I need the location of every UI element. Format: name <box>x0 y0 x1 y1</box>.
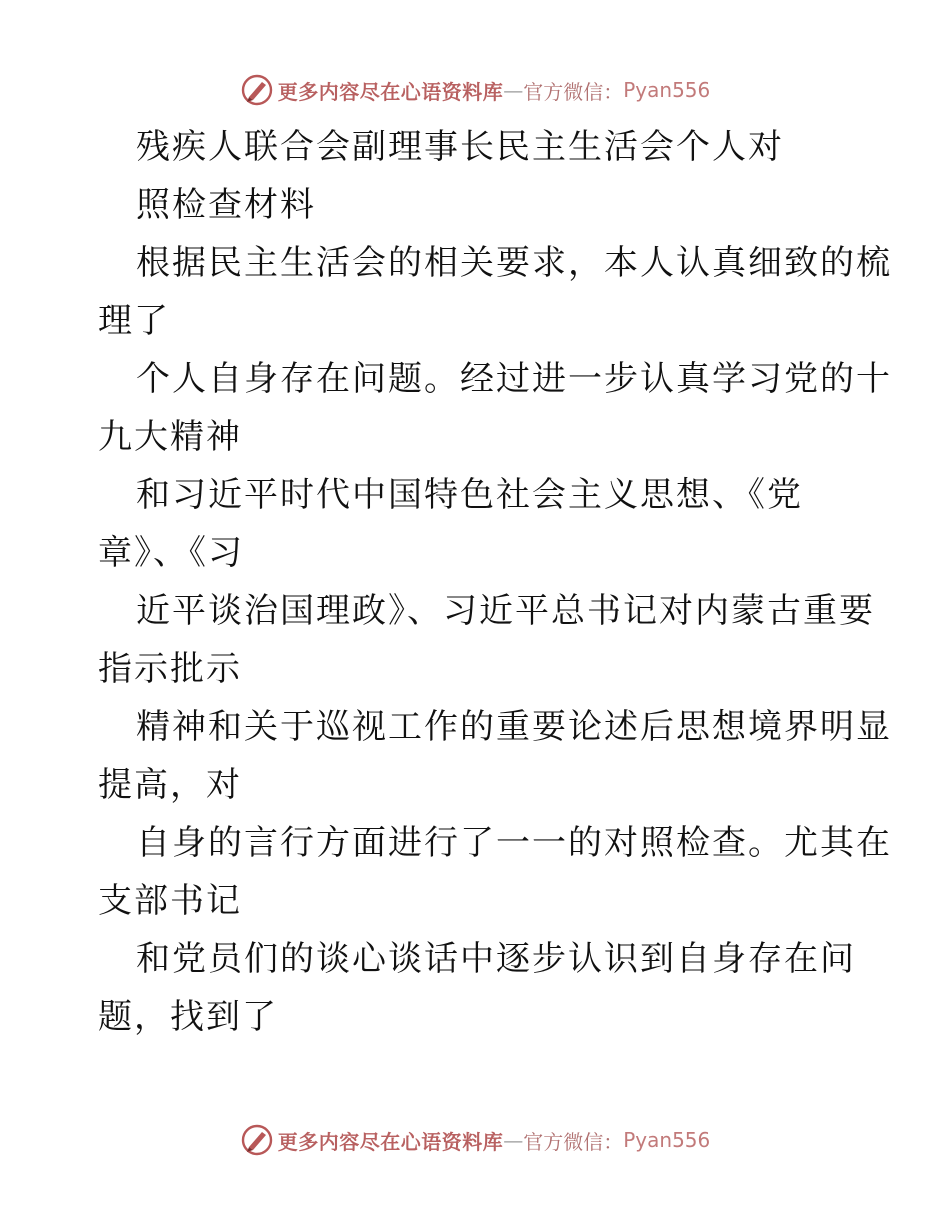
paragraph-line: 题，找到了 <box>98 997 278 1037</box>
watermark-wechat-id: Pyan556 <box>623 78 711 102</box>
paragraph-line: 根据民主生活会的相关要求，本人认真细致的梳 <box>136 243 892 283</box>
pen-logo-icon <box>240 1123 274 1157</box>
watermark-site-text: 更多内容尽在心语资料库 <box>277 1129 504 1154</box>
paragraph-line: 九大精神 <box>98 417 242 457</box>
paragraph-line: 和习近平时代中国特色社会主义思想、《党 <box>136 475 803 515</box>
title-line-2: 照检查材料 <box>136 185 316 225</box>
watermark-wechat-id: Pyan556 <box>623 1128 711 1152</box>
watermark-label: 官方微信： <box>523 79 624 104</box>
watermark-separator: — <box>503 1128 524 1152</box>
paragraph-line: 精神和关于巡视工作的重要论述后思想境界明显 <box>136 707 892 747</box>
title-line-1: 残疾人联合会副理事长民主生活会个人对 <box>136 127 784 167</box>
paragraph-line: 指示批示 <box>98 649 242 689</box>
paragraph-line: 个人自身存在问题。经过进一步认真学习党的十 <box>136 359 892 399</box>
watermark-site-text: 更多内容尽在心语资料库 <box>277 79 504 104</box>
document-body <box>98 118 892 1046</box>
paragraph-line: 近平谈治国理政》、习近平总书记对内蒙古重要 <box>136 591 875 631</box>
paragraph-line: 理了 <box>98 301 170 341</box>
watermark-label: 官方微信： <box>523 1129 624 1154</box>
watermark-header <box>0 70 950 110</box>
paragraph-line: 提高，对 <box>98 765 242 805</box>
watermark-separator: — <box>503 78 524 102</box>
paragraph-line: 和党员们的谈心谈话中逐步认识到自身存在问 <box>136 939 856 979</box>
pen-logo-icon <box>240 73 274 107</box>
paragraph-line: 章》、《习 <box>98 533 244 573</box>
paragraph-line: 自身的言行方面进行了一一的对照检查。尤其在 <box>136 823 892 863</box>
paragraph-line: 支部书记 <box>98 881 242 921</box>
watermark-footer <box>0 1120 950 1160</box>
